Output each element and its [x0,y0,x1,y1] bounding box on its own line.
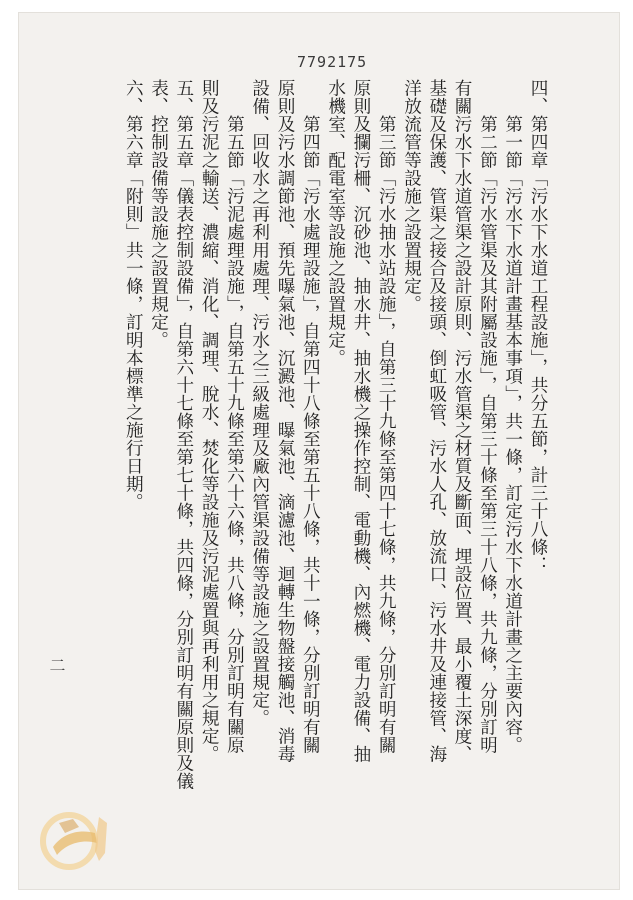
text-column: 第一節「污水下水道計畫基本事項」，共一條，訂定污水下水道計畫之主要內容。 [502,79,523,755]
text-column: 表、控制設備等設施之設置規定。 [148,79,169,349]
text-column: 五、第五章「儀表控制設備」，自第六十七條至第七十條，共四條，分別訂明有關原則及儀 [173,79,194,791]
archive-watermark-logo-icon [39,803,119,873]
text-column: 設備、回收水之再利用處理、污水之三級處理及廠內管渠設備等設施之設置規定。 [249,79,270,727]
text-column: 第二節「污水管渠及其附屬設施」，自第三十條至第三十八條，共九條，分別訂明 [477,79,498,755]
text-column: 四、第四章「污水下水道工程設施」，共分五節，計三十八條： [528,79,548,575]
text-column: 有關污水下水道管渠之設計原則、污水管渠之材質及斷面、埋設位置、最小覆土深度、 [452,79,473,763]
text-column: 基礎及保護、管渠之接合及接頭、倒虹吸管、污水人孔、放流口、污水井及連接管、海 [426,79,447,763]
document-page [18,12,620,890]
text-column: 第三節「污水抽水站設施」，自第三十九條至第四十七條，共九條，分別訂明有關 [376,79,397,755]
serial-number: 7792175 [297,53,368,71]
text-column: 六、第六章「附則」共一條，訂明本標準之施行日期。 [123,79,144,511]
text-column: 原則及污水調節池、預先曝氣池、沉澱池、曝氣池、滴濾池、迴轉生物盤接觸池、消毒 [275,79,296,763]
page-number: 二 [47,657,66,673]
text-column: 原則及攔污柵、沉砂池、抽水井、抽水機之操作控制、電動機、內燃機、電力設備、抽 [350,79,371,763]
text-column: 水機室、配電室等設施之設置規定。 [325,79,346,367]
vertical-text-body [121,79,551,809]
text-column: 第四節「污水處理設施」，自第四十八條至第五十八條，共十一條，分別訂明有關 [300,79,321,755]
text-column: 則及污泥之輸送、濃縮、消化、調理、脫水、焚化等設施及污泥處置與再利用之規定。 [199,79,220,763]
text-column: 第五節「污泥處理設施」，自第五十九條至第六十六條，共八條，分別訂明有關原 [224,79,245,755]
text-column: 洋放流管等設施之設置規定。 [401,79,422,313]
